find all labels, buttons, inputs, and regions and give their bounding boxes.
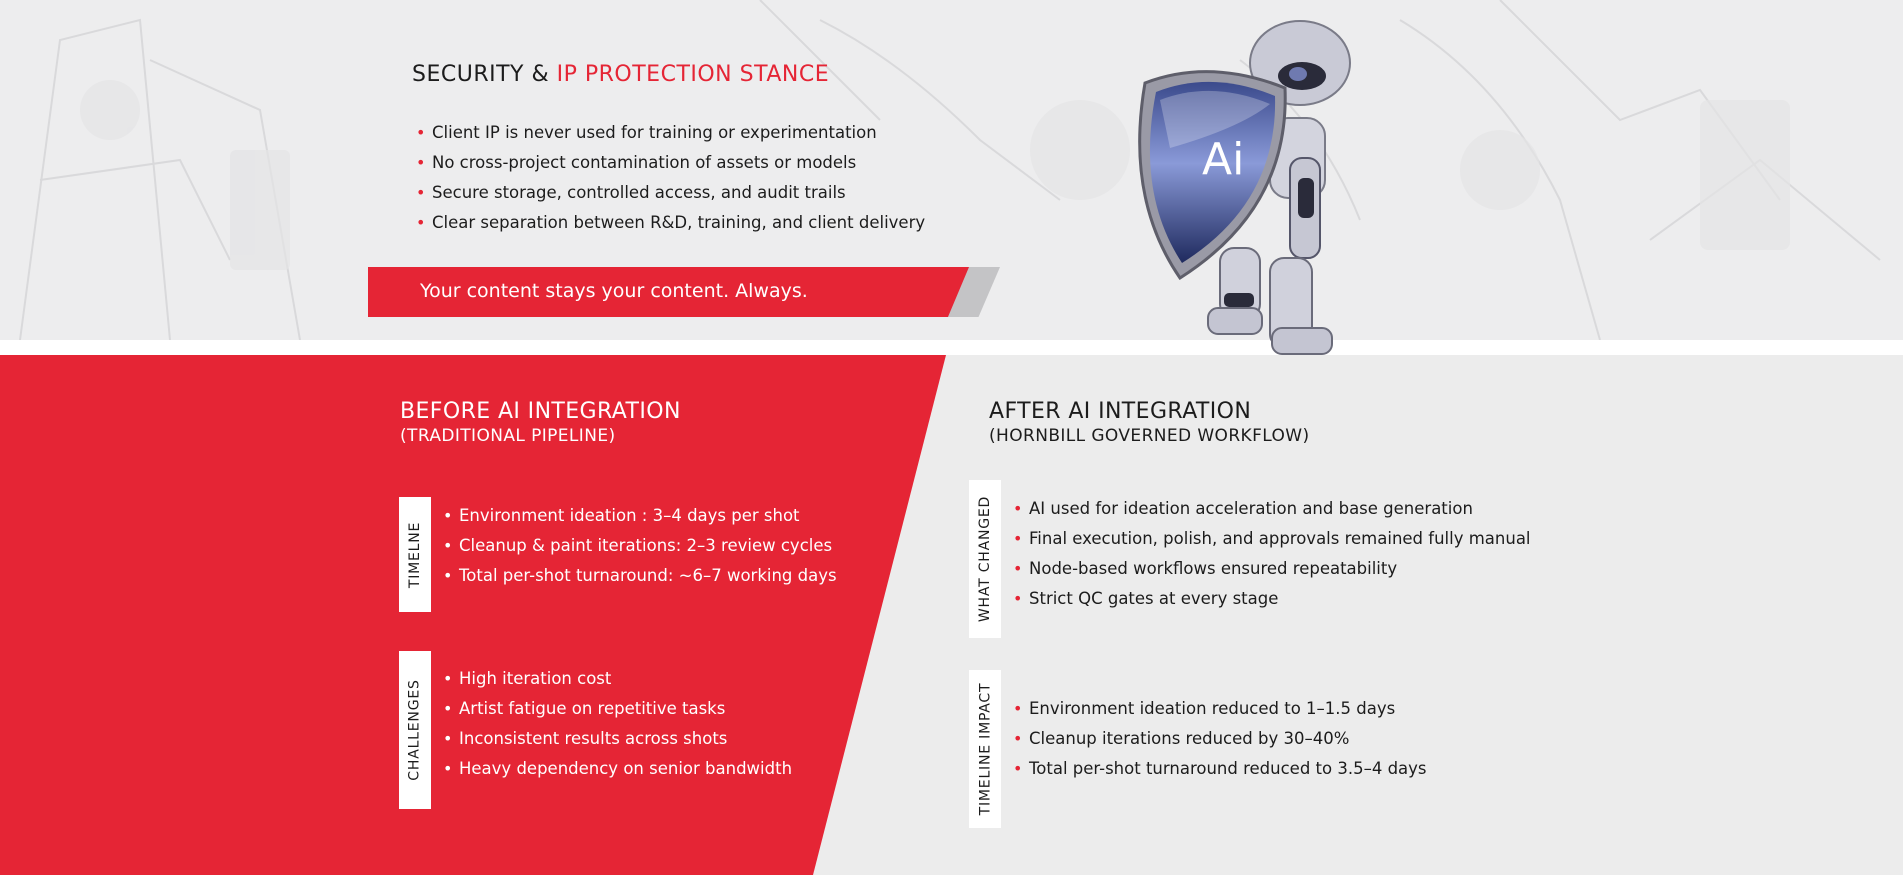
- bullet-icon: •: [443, 729, 453, 748]
- list-item-text: AI used for ideation acceleration and base generation: [1029, 499, 1473, 518]
- bullet-icon: •: [1013, 559, 1023, 578]
- list-item: [1011, 694, 1427, 724]
- bullet-icon: •: [443, 669, 453, 688]
- what-changed-tag-label: WHAT CHANGED: [977, 495, 994, 623]
- list-item-text: Inconsistent results across shots: [459, 729, 728, 748]
- list-item-text: Total per-shot turnaround: ~6–7 working days: [459, 566, 837, 585]
- bullet-icon: •: [416, 183, 426, 202]
- timeline-tag-label: TIMELNE: [407, 521, 424, 588]
- list-item: [441, 694, 792, 724]
- list-item-text: Final execution, polish, and approvals remained fully manual: [1029, 529, 1531, 548]
- list-item: [1011, 494, 1531, 524]
- list-item-text: Heavy dependency on senior bandwidth: [459, 759, 793, 778]
- list-item: [1011, 554, 1531, 584]
- security-title-part2: IP PROTECTION STANCE: [556, 62, 830, 87]
- challenges-list: [441, 664, 792, 784]
- bullet-icon: •: [443, 759, 453, 778]
- shield-ai-text: Ai: [1202, 134, 1245, 185]
- list-item-text: Node-based workflows ensured repeatability: [1029, 559, 1398, 578]
- bullet-icon: •: [416, 213, 426, 232]
- list-item-text: High iteration cost: [459, 669, 612, 688]
- list-item-text: Clear separation between R&D, training, and client delivery: [432, 213, 926, 232]
- list-item: [1011, 524, 1531, 554]
- bullet-icon: •: [1013, 699, 1023, 718]
- hero-section: [0, 0, 1903, 340]
- list-item-text: Cleanup & paint iterations: 2–3 review cycles: [459, 536, 833, 555]
- bullet-icon: •: [1013, 759, 1023, 778]
- list-item: [1011, 584, 1531, 614]
- list-item-text: Total per-shot turnaround reduced to 3.5–4 days: [1029, 759, 1427, 778]
- bullet-icon: •: [1013, 729, 1023, 748]
- before-subtitle: (TRADITIONAL PIPELINE): [400, 426, 616, 446]
- list-item: [414, 148, 925, 178]
- banner-text: Your content stays your content. Always.: [420, 280, 808, 302]
- list-item: [441, 664, 792, 694]
- list-item-text: Artist fatigue on repetitive tasks: [459, 699, 726, 718]
- list-item: [441, 531, 837, 561]
- challenges-tag-label: CHALLENGES: [407, 679, 424, 781]
- before-heading: [400, 399, 681, 447]
- list-item-text: Secure storage, controlled access, and audit trails: [432, 183, 846, 202]
- list-item-text: Environment ideation reduced to 1–1.5 days: [1029, 699, 1396, 718]
- list-item: [1011, 754, 1427, 784]
- list-item: [441, 561, 837, 591]
- list-item-text: Client IP is never used for training or experimentation: [432, 123, 877, 142]
- timeline-list: [441, 501, 837, 591]
- list-item-text: Strict QC gates at every stage: [1029, 589, 1279, 608]
- challenges-tag: [399, 651, 431, 809]
- security-title: [412, 62, 829, 87]
- bullet-icon: •: [443, 506, 453, 525]
- timeline-tag: [399, 497, 431, 612]
- list-item: [441, 754, 792, 784]
- list-item: [441, 501, 837, 531]
- list-item: [441, 724, 792, 754]
- bullet-icon: •: [416, 153, 426, 172]
- bullet-icon: •: [443, 566, 453, 585]
- after-subtitle: (HORNBILL GOVERNED WORKFLOW): [989, 426, 1310, 446]
- list-item: [414, 208, 925, 238]
- before-title: BEFORE AI INTEGRATION: [400, 399, 681, 424]
- timeline-impact-list: [1011, 694, 1427, 784]
- list-item-text: Environment ideation : 3–4 days per shot: [459, 506, 800, 525]
- robot-shield-illustration: [1120, 8, 1360, 368]
- list-item: [414, 178, 925, 208]
- security-title-part1: SECURITY &: [412, 62, 557, 87]
- after-title: AFTER AI INTEGRATION: [989, 399, 1252, 424]
- list-item-text: No cross-project contamination of assets or models: [432, 153, 857, 172]
- bullet-icon: •: [1013, 589, 1023, 608]
- tagline-banner: [368, 267, 1000, 317]
- list-item: [1011, 724, 1427, 754]
- bullet-icon: •: [443, 699, 453, 718]
- list-item: [414, 118, 925, 148]
- what-changed-list: [1011, 494, 1531, 614]
- bullet-icon: •: [1013, 529, 1023, 548]
- bullet-icon: •: [443, 536, 453, 555]
- list-item-text: Cleanup iterations reduced by 30–40%: [1029, 729, 1350, 748]
- bullet-icon: •: [416, 123, 426, 142]
- timeline-impact-tag: [969, 670, 1001, 828]
- security-list: [414, 118, 925, 238]
- after-heading: [989, 399, 1310, 447]
- timeline-impact-tag-label: TIMELINE IMPACT: [977, 682, 993, 816]
- bullet-icon: •: [1013, 499, 1023, 518]
- what-changed-tag: [969, 480, 1001, 638]
